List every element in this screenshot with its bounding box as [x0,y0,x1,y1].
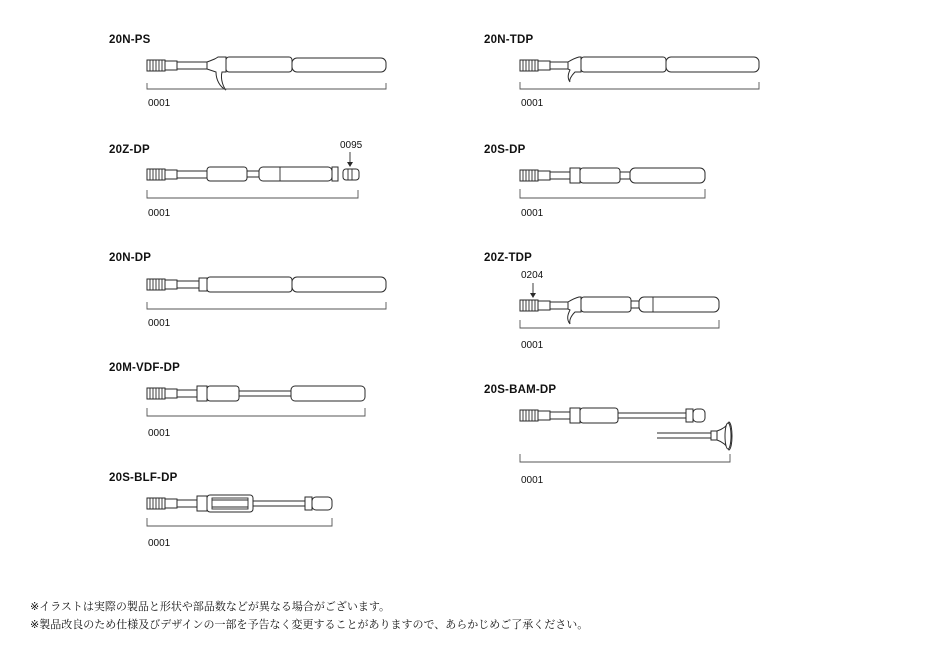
butt-extension [657,422,732,450]
part-number: 0001 [521,340,544,351]
model-title-20n-tdp: 20N-TDP [484,34,534,46]
model-title-20m-vdf-dp: 20M-VDF-DP [109,362,181,374]
rod-illustration-20n-dp [140,272,400,316]
model-title-20z-dp: 20Z-DP [109,144,150,156]
part-number: 0001 [148,538,171,549]
rod-illustration-20s-blf-dp [140,490,360,534]
rod-illustration-20s-bam-dp [513,402,753,476]
model-title-20n-dp: 20N-DP [109,252,152,264]
rod-illustration-20n-ps [140,52,400,96]
part-number: 0001 [148,318,171,329]
rod-illustration-20s-dp [513,162,733,206]
screw-thread [520,60,538,71]
screw-thread [147,279,165,290]
end-cap-part [343,169,359,180]
screw-thread [520,170,538,181]
callout-number: 0095 [340,140,363,151]
callout-number: 0204 [521,270,544,281]
part-number: 0001 [148,428,171,439]
model-title-20s-bam-dp: 20S-BAM-DP [484,384,557,396]
model-title-20z-tdp: 20Z-TDP [484,252,533,264]
part-number: 0001 [148,208,171,219]
part-number: 0001 [521,98,544,109]
screw-thread [147,498,165,509]
rod-illustration-20z-tdp [513,282,753,336]
model-title-20n-ps: 20N-PS [109,34,151,46]
rod-illustration-20z-dp [140,152,380,212]
screw-thread [147,169,165,180]
model-title-20s-dp: 20S-DP [484,144,526,156]
disclaimer-line: ※製品改良のため仕様及びデザインの一部を予告なく変更することがありますので、あらかじめご了承ください。 [30,619,589,631]
part-number: 0001 [521,475,544,486]
screw-thread [520,410,538,421]
screw-thread [520,300,538,311]
part-number: 0001 [148,98,171,109]
disclaimer-line: ※イラストは実際の製品と形状や部品数などが異なる場合がございます。 [30,601,391,613]
screw-thread [147,388,165,399]
part-number: 0001 [521,208,544,219]
model-title-20s-blf-dp: 20S-BLF-DP [109,472,178,484]
screw-thread [147,60,165,71]
rod-illustration-20m-vdf-dp [140,380,380,424]
rod-illustration-20n-tdp [513,52,773,96]
disclaimer-notes [30,598,588,634]
